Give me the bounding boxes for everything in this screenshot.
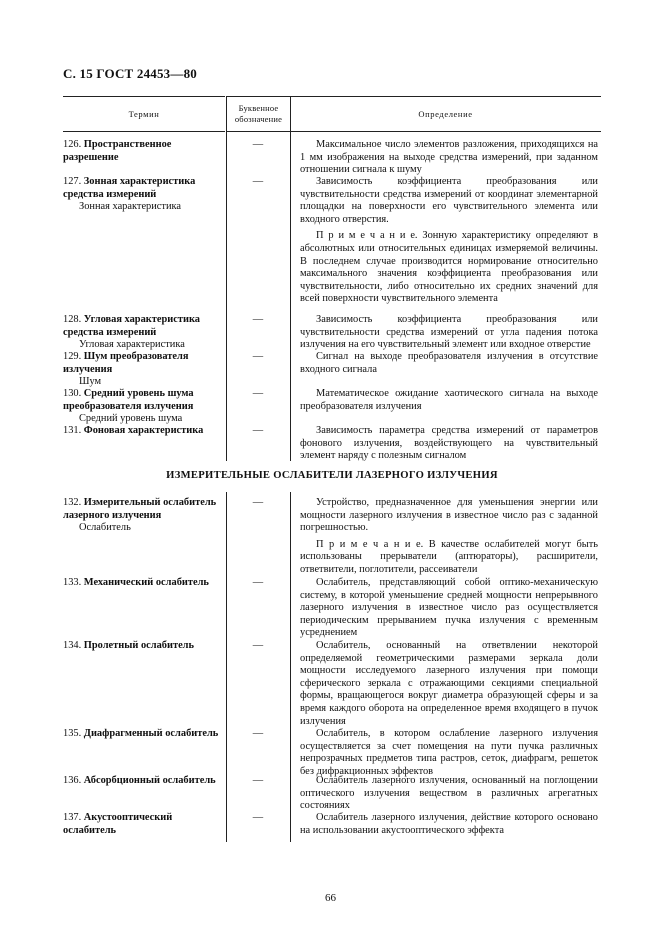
definition-text: Зависимость параметра средства измерений от параметров фонового излучения, воздействующего на чувствительный элемент наряду с полезным сигналом (300, 425, 598, 462)
column-header-definition: Определение (290, 96, 601, 132)
definition-134 (300, 640, 598, 728)
definition-130 (300, 388, 598, 413)
term-synonym: Ослабитель (79, 522, 131, 534)
term-synonym: Угловая характеристика (79, 339, 185, 351)
term-number: 128. (63, 314, 82, 325)
page-header: С. 15 ГОСТ 24453—80 (63, 66, 197, 81)
symbol-126: — (252, 139, 264, 150)
term-number: 135. (63, 728, 82, 739)
term-126 (63, 139, 223, 164)
term-name: Угловая характеристика средства измерений (63, 314, 200, 338)
definition-text: Ослабитель лазерного излучения, действие которого основано на использовании акустооптического эффекта (300, 812, 598, 836)
term-130 (63, 388, 223, 426)
column-divider (290, 492, 291, 842)
definition-text: Устройство, предназначенное для уменьшения энергии или мощности лазерного излучения в известное число раз с заданной погрешностью. (300, 497, 598, 534)
symbol-130: — (252, 388, 264, 399)
definition-text: Зависимость коэффициента преобразования или чувствительности средства измерений от координат элементарной площадки на поверхности его чувствительного элемента или входного отверстия. (300, 176, 598, 225)
term-number: 134. (63, 640, 82, 651)
definition-text: Максимальное число элементов разложения, приходящихся на 1 мм изображения на выходе средства измерений, при заданном отношении сигнала к шуму (300, 139, 598, 176)
term-synonym: Средний уровень шума (79, 413, 183, 425)
definition-note: П р и м е ч а н и е. В качестве ослабителей могут быть использованы прерыватели (аптюраторы), расширители, ответвители, поглотители, рассеиватели (300, 538, 598, 575)
term-name: Абсорбционный ослабитель (83, 775, 216, 786)
term-name: Шум преобразователя излучения (63, 351, 189, 375)
term-name: Фоновая характеристика (83, 425, 204, 436)
definition-131 (300, 425, 598, 463)
symbol-133: — (252, 577, 264, 588)
term-137 (63, 812, 223, 837)
term-name: Акустооптический ослабитель (63, 812, 173, 836)
term-name: Зонная характеристика средства измерений (63, 176, 196, 200)
term-number: 137. (63, 812, 82, 823)
symbol-127: — (252, 176, 264, 187)
term-name: Измерительный ослабитель лазерного излучения (63, 497, 217, 521)
term-number: 130. (63, 388, 82, 399)
term-135 (63, 728, 223, 741)
page-number: 66 (325, 892, 336, 904)
term-131 (63, 425, 223, 438)
term-number: 133. (63, 577, 82, 588)
term-number: 136. (63, 775, 82, 786)
symbol-134: — (252, 640, 264, 651)
symbol-131: — (252, 425, 264, 436)
section-title: ИЗМЕРИТЕЛЬНЫЕ ОСЛАБИТЕЛИ ЛАЗЕРНОГО ИЗЛУЧЕНИЯ (166, 470, 498, 481)
definition-text: Математическое ожидание хаотического сигнала на выходе преобразователя излучения (300, 388, 598, 412)
definition-128 (300, 314, 598, 352)
term-name: Пространственное разрешение (63, 139, 172, 163)
definition-text: Ослабитель лазерного излучения, основанный на поглощении оптического излучения веществом в различных агрегатных состояниях (300, 775, 598, 812)
term-127 (63, 176, 223, 214)
definition-text: Ослабитель, в котором ослабление лазерного излучения осуществляется за счет помещения на пути пучка различных непрозрачных предметов типа растров, сеток, диафрагм, решеток без дифракционных эффектов (300, 728, 598, 777)
column-divider (290, 130, 291, 461)
symbol-136: — (252, 775, 264, 786)
column-header-term: Термин (63, 96, 225, 132)
definition-127 (300, 176, 598, 306)
definition-text: Ослабитель, основанный на ответвлении некоторой определяемой геометрическими размерами зеркала доли мощности исследуемого лазерного излучения при помощи сферического зеркала с отражающими секциями специальной формы, вращающегося вокруг диаметра образующей сферы и за время каждого оборота на определенное время входящего в пучок излучения (300, 640, 598, 727)
term-synonym: Шум (79, 376, 102, 388)
symbol-132: — (252, 497, 264, 508)
term-number: 126. (63, 139, 82, 150)
term-136 (63, 775, 223, 788)
definition-126 (300, 139, 598, 177)
term-number: 132. (63, 497, 82, 508)
column-divider (226, 492, 227, 842)
term-synonym: Зонная характеристика (79, 201, 182, 213)
definition-132 (300, 497, 598, 577)
term-name: Пролетный ослабитель (83, 640, 194, 651)
definition-note: П р и м е ч а н и е. Зонную характеристику определяют в абсолютных или относительных единицах измеряемой величины. В последнем случае производится нормирование относительно максимального значения коэффициента преобразования или чувствительности, либо относительно их средних значений для всей поверхности чувствительного элемента (300, 230, 598, 305)
term-name: Средний уровень шума преобразователя излучения (63, 388, 194, 412)
definition-133 (300, 577, 598, 640)
term-129 (63, 351, 223, 389)
term-128 (63, 314, 223, 352)
term-name: Диафрагменный ослабитель (83, 728, 219, 739)
term-number: 127. (63, 176, 82, 187)
definition-text: Зависимость коэффициента преобразования или чувствительности средства измерений от угла падения потока излучения на его чувствительный элемент или входное отверстие (300, 314, 598, 351)
symbol-129: — (252, 351, 264, 362)
symbol-128: — (252, 314, 264, 325)
term-134 (63, 640, 223, 653)
definition-129 (300, 351, 598, 376)
definition-136 (300, 775, 598, 813)
column-header-symbol: Буквенное обозначение (226, 96, 291, 132)
term-number: 131. (63, 425, 82, 436)
symbol-137: — (252, 812, 264, 823)
definition-text: Сигнал на выходе преобразователя излучения в отсутствие входного сигнала (300, 351, 598, 375)
definition-137 (300, 812, 598, 837)
term-132 (63, 497, 223, 535)
term-133 (63, 577, 223, 590)
symbol-135: — (252, 728, 264, 739)
definition-text: Ослабитель, представляющий собой оптико-механическую систему, в которой уменьшение средней мощности непрерывного лазерного излучения в известное число раз осуществляется периодическим прерыванием пучка излучения с временным усреднением (300, 577, 598, 639)
term-number: 129. (63, 351, 82, 362)
term-name: Механический ослабитель (83, 577, 209, 588)
definition-135 (300, 728, 598, 778)
